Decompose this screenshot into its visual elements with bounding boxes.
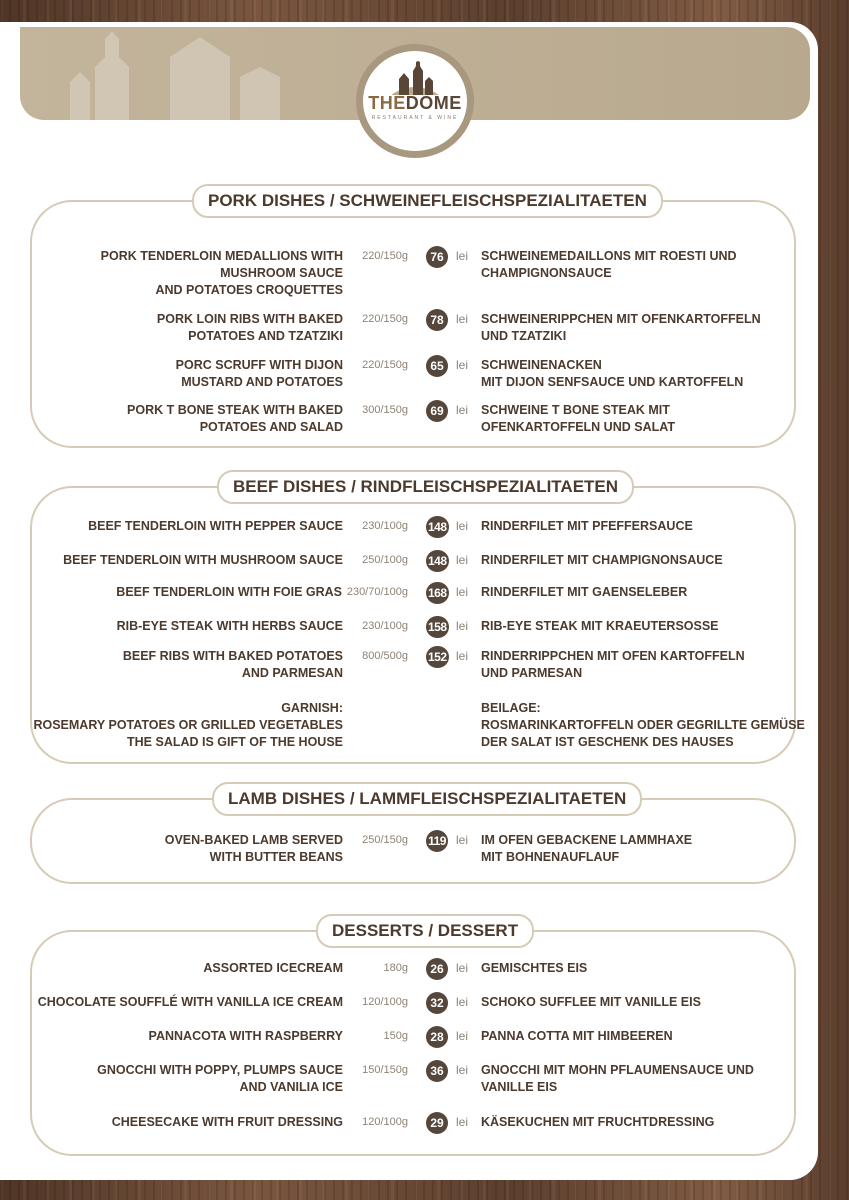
item-name-de: PANNA COTTA MIT HIMBEEREN (481, 1029, 673, 1043)
currency-label: lei (456, 649, 469, 663)
item-price-badge: 148 (426, 516, 449, 538)
item-name-en: CHEESECAKE WITH FRUIT DRESSING (111, 1115, 343, 1129)
item-price-badge: 78 (426, 309, 448, 331)
item-weight: 150/150g (362, 1064, 408, 1076)
item-name-de: SCHWEINENACKEN MIT DIJON SENFSAUCE UND KARTOFFELN (481, 358, 744, 389)
currency-label: lei (456, 995, 469, 1009)
item-weight: 300/150g (362, 404, 408, 416)
logo (356, 44, 474, 158)
item-weight: 250/100g (362, 554, 408, 566)
currency-label: lei (456, 1115, 469, 1129)
item-name-de: RIB-EYE STEAK MIT KRAEUTERSOSSE (481, 619, 719, 633)
section-title-lamb: LAMB DISHES / LAMMFLEISCHSPEZIALITAETEN (212, 782, 642, 816)
item-name-en: PANNACOTA WITH RASPBERRY (148, 1029, 343, 1043)
item-weight: 120/100g (362, 1116, 408, 1128)
item-weight: 800/500g (362, 650, 408, 662)
item-name-en: PORK T BONE STEAK WITH BAKED POTATOES AND SALAD (127, 403, 343, 434)
item-name-de: RINDERRIPPCHEN MIT OFEN KARTOFFELN UND PARMESAN (481, 649, 745, 680)
item-name-en: RIB-EYE STEAK WITH HERBS SAUCE (116, 619, 343, 633)
logo-word-the: THE (368, 93, 406, 113)
currency-label: lei (456, 1063, 469, 1077)
item-price-badge: 65 (426, 355, 448, 377)
currency-label: lei (456, 585, 469, 599)
item-name-en: GNOCCHI WITH POPPY, PLUMPS SAUCE AND VANILIA ICE (97, 1063, 343, 1094)
item-weight: 230/100g (362, 520, 408, 532)
item-name-en: ASSORTED ICECREAM (203, 961, 343, 975)
currency-label: lei (456, 312, 469, 326)
dome-logo-icon (385, 61, 445, 95)
item-name-de: RINDERFILET MIT GAENSELEBER (481, 585, 688, 599)
garnish-de: BEILAGE: ROSMARINKARTOFFELN ODER GEGRILLTE GEMÜSE DER SALAT IST GESCHENK DES HAUSES (481, 701, 805, 749)
currency-label: lei (456, 1029, 469, 1043)
currency-label: lei (456, 403, 469, 417)
currency-label: lei (456, 833, 469, 847)
item-weight: 230/100g (362, 620, 408, 632)
item-weight: 220/150g (362, 313, 408, 325)
item-name-en: PORK TENDERLOIN MEDALLIONS WITH MUSHROOM SAUCE AND POTATOES CROQUETTES (100, 249, 343, 297)
item-price-badge: 69 (426, 400, 448, 422)
item-name-de: SCHWEINERIPPCHEN MIT OFENKARTOFFELN UND TZATZIKI (481, 312, 761, 343)
item-weight: 120/100g (362, 996, 408, 1008)
currency-label: lei (456, 249, 469, 263)
currency-label: lei (456, 358, 469, 372)
item-weight: 220/150g (362, 359, 408, 371)
item-name-en: OVEN-BAKED LAMB SERVED WITH BUTTER BEANS (164, 833, 343, 864)
item-price-badge: 119 (426, 830, 448, 852)
logo-word-dome: DOME (405, 93, 462, 113)
item-name-de: GEMISCHTES EIS (481, 961, 588, 975)
section-title-pork: PORK DISHES / SCHWEINEFLEISCHSPEZIALITAETEN (192, 184, 663, 218)
garnish-en: GARNISH: ROSEMARY POTATOES OR GRILLED VEGETABLES THE SALAD IS GIFT OF THE HOUSE (33, 701, 343, 749)
currency-label: lei (456, 519, 469, 533)
item-price-badge: 76 (426, 246, 448, 268)
item-weight: 180g (383, 962, 408, 974)
currency-label: lei (456, 961, 469, 975)
section-beef (30, 477, 805, 764)
item-name-en: CHOCOLATE SOUFFLÉ WITH VANILLA ICE CREAM (37, 995, 343, 1009)
logo-tagline: RESTAURANT & WINE (371, 115, 459, 121)
item-price-badge: 32 (426, 992, 448, 1014)
item-weight: 220/150g (362, 250, 408, 262)
item-price-badge: 158 (426, 616, 449, 638)
item-price-badge: 36 (426, 1060, 448, 1082)
item-price-badge: 168 (426, 582, 449, 604)
section-pork (30, 191, 796, 448)
section-desserts (30, 921, 796, 1156)
item-weight: 150g (383, 1030, 408, 1042)
item-name-en: PORK LOIN RIBS WITH BAKED POTATOES AND TZATZIKI (156, 312, 343, 343)
item-name-de: SCHOKO SUFFLEE MIT VANILLE EIS (481, 995, 701, 1009)
item-name-en: BEEF TENDERLOIN WITH PEPPER SAUCE (88, 519, 343, 533)
item-name-de: RINDERFILET MIT PFEFFERSAUCE (481, 519, 693, 533)
item-name-de: SCHWEINE T BONE STEAK MIT OFENKARTOFFELN UND SALAT (481, 403, 675, 434)
item-weight: 250/150g (362, 834, 408, 846)
item-name-en: BEEF TENDERLOIN WITH FOIE GRAS (116, 585, 342, 599)
item-price-badge: 28 (426, 1026, 448, 1048)
item-name-de: GNOCCHI MIT MOHN PFLAUMENSAUCE UND VANILLE EIS (481, 1063, 754, 1094)
currency-label: lei (456, 619, 469, 633)
church-illustration-icon (50, 27, 290, 120)
item-name-de: RINDERFILET MIT CHAMPIGNONSAUCE (481, 553, 723, 567)
item-name-en: PORC SCRUFF WITH DIJON MUSTARD AND POTATOES (175, 358, 343, 389)
item-name-en: BEEF TENDERLOIN WITH MUSHROOM SAUCE (63, 553, 343, 567)
item-name-en: BEEF RIBS WITH BAKED POTATOES AND PARMESAN (122, 649, 343, 680)
item-price-badge: 26 (426, 958, 448, 980)
item-price-badge: 29 (426, 1112, 448, 1134)
item-weight: 230/70/100g (346, 586, 408, 598)
section-lamb (30, 789, 796, 884)
item-price-badge: 148 (426, 550, 449, 572)
item-name-de: KÄSEKUCHEN MIT FRUCHTDRESSING (481, 1115, 715, 1129)
item-name-de: SCHWEINEMEDAILLONS MIT ROESTI UND CHAMPIGNONSAUCE (481, 249, 737, 280)
item-name-de: IM OFEN GEBACKENE LAMMHAXE MIT BOHNENAUFLAUF (481, 833, 693, 864)
section-title-beef: BEEF DISHES / RINDFLEISCHSPEZIALITAETEN (217, 470, 634, 504)
item-price-badge: 152 (426, 646, 449, 668)
currency-label: lei (456, 553, 469, 567)
section-title-desserts: DESSERTS / DESSERT (316, 914, 534, 948)
